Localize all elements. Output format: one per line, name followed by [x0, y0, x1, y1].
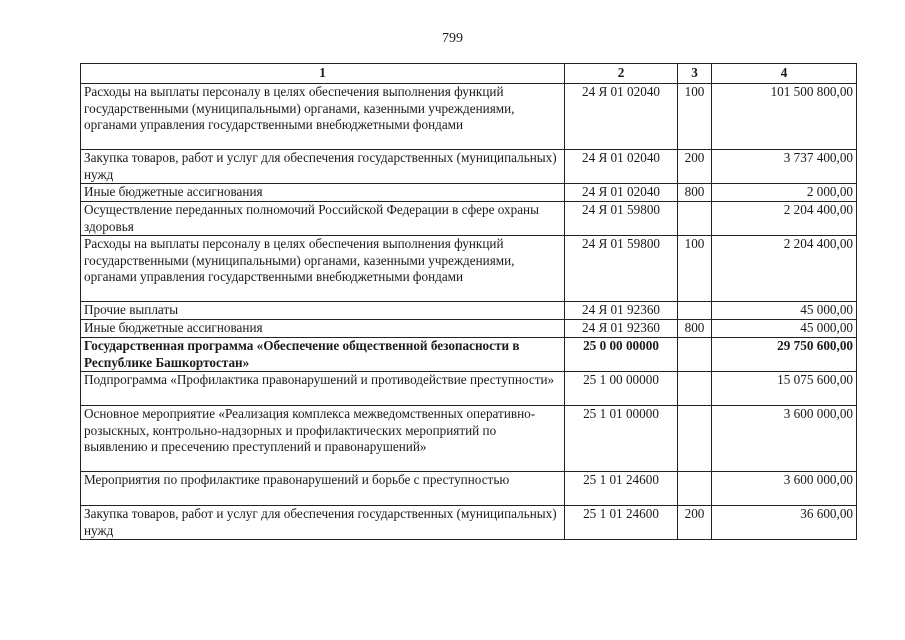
table-row — [81, 506, 857, 540]
row-type: 800 — [678, 184, 712, 202]
row-type — [678, 338, 712, 372]
row-code: 25 0 00 00000 — [565, 338, 678, 372]
row-amount: 2 000,00 — [712, 184, 857, 202]
row-type: 100 — [678, 236, 712, 302]
row-type: 800 — [678, 320, 712, 338]
row-name: Осуществление переданных полномочий Российской Федерации в сфере охраны здоровья — [81, 202, 565, 236]
row-type — [678, 472, 712, 506]
table-row — [81, 302, 857, 320]
row-name: Основное мероприятие «Реализация комплекса межведомственных оперативно-розыскных, контрольно-надзорных и профилактических мероприятий по выявлению и пресечению преступлений и правонарушений» — [81, 406, 565, 472]
header-row — [81, 64, 857, 84]
row-name: Расходы на выплаты персоналу в целях обеспечения выполнения функций государственными (муниципальными) органами, казенными учреждениями, органами управления государственными внебюджетными фондами — [81, 84, 565, 150]
row-name: Расходы на выплаты персоналу в целях обеспечения выполнения функций государственными (муниципальными) органами, казенными учреждениями, органами управления государственными внебюджетными фондами — [81, 236, 565, 302]
row-amount: 2 204 400,00 — [712, 202, 857, 236]
header-col-1: 1 — [81, 64, 565, 84]
table-row — [81, 150, 857, 184]
row-name: Мероприятия по профилактике правонарушений и борьбе с преступностью — [81, 472, 565, 506]
row-name: Закупка товаров, работ и услуг для обеспечения государственных (муниципальных) нужд — [81, 150, 565, 184]
row-amount: 29 750 600,00 — [712, 338, 857, 372]
row-type — [678, 406, 712, 472]
page-number: 799 — [442, 31, 463, 46]
row-name: Прочие выплаты — [81, 302, 565, 320]
row-type: 100 — [678, 84, 712, 150]
row-code: 25 1 01 00000 — [565, 406, 678, 472]
table-row — [81, 236, 857, 302]
row-amount: 3 600 000,00 — [712, 406, 857, 472]
row-code: 25 1 01 24600 — [565, 472, 678, 506]
row-amount: 45 000,00 — [712, 320, 857, 338]
row-code: 24 Я 01 02040 — [565, 184, 678, 202]
row-name: Иные бюджетные ассигнования — [81, 320, 565, 338]
table-row — [81, 84, 857, 150]
row-amount: 36 600,00 — [712, 506, 857, 540]
row-type — [678, 202, 712, 236]
row-name: Закупка товаров, работ и услуг для обеспечения государственных (муниципальных) нужд — [81, 506, 565, 540]
table-row — [81, 406, 857, 472]
table-row-program — [81, 338, 857, 372]
table-row — [81, 472, 857, 506]
row-amount: 15 075 600,00 — [712, 372, 857, 406]
row-code: 24 Я 01 59800 — [565, 236, 678, 302]
table-row — [81, 372, 857, 406]
row-amount: 101 500 800,00 — [712, 84, 857, 150]
row-code: 24 Я 01 02040 — [565, 84, 678, 150]
header-col-4: 4 — [712, 64, 857, 84]
row-type: 200 — [678, 150, 712, 184]
row-type: 200 — [678, 506, 712, 540]
table-row — [81, 320, 857, 338]
row-amount: 3 600 000,00 — [712, 472, 857, 506]
row-name: Иные бюджетные ассигнования — [81, 184, 565, 202]
row-name: Подпрограмма «Профилактика правонарушений и противодействие преступности» — [81, 372, 565, 406]
row-name: Государственная программа «Обеспечение общественной безопасности в Республике Башкортостан» — [81, 338, 565, 372]
row-type — [678, 302, 712, 320]
row-code: 24 Я 01 92360 — [565, 320, 678, 338]
row-code: 25 1 00 00000 — [565, 372, 678, 406]
row-code: 24 Я 01 59800 — [565, 202, 678, 236]
header-col-2: 2 — [565, 64, 678, 84]
table-row — [81, 202, 857, 236]
row-code: 25 1 01 24600 — [565, 506, 678, 540]
budget-table — [80, 63, 857, 540]
row-type — [678, 372, 712, 406]
header-col-3: 3 — [678, 64, 712, 84]
row-amount: 3 737 400,00 — [712, 150, 857, 184]
row-amount: 2 204 400,00 — [712, 236, 857, 302]
row-code: 24 Я 01 92360 — [565, 302, 678, 320]
row-code: 24 Я 01 02040 — [565, 150, 678, 184]
table-row — [81, 184, 857, 202]
row-amount: 45 000,00 — [712, 302, 857, 320]
